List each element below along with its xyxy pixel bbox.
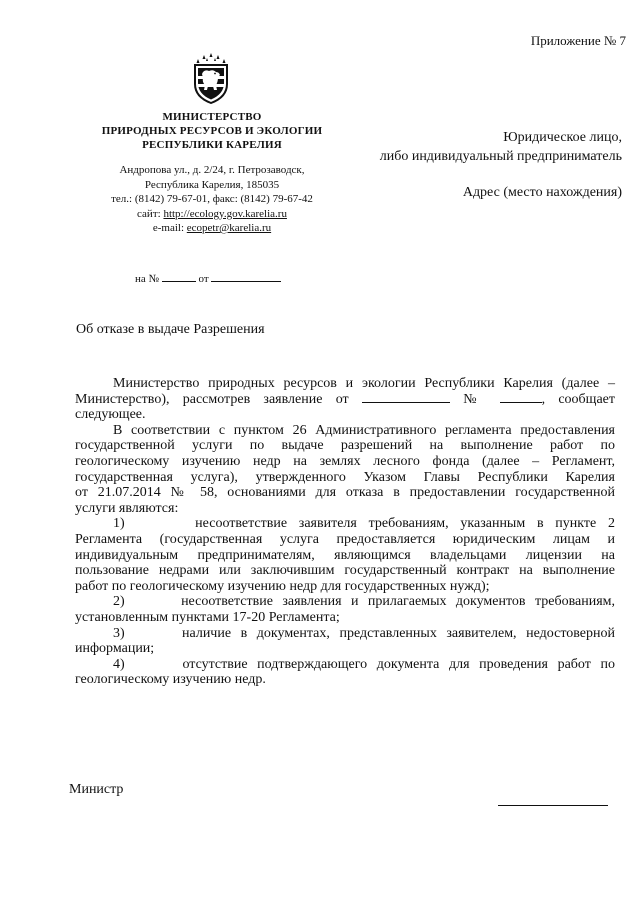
signature-line: [498, 805, 608, 806]
body-line: геологическому изучению недр на землях лесного фонда (далее – Регламент,: [75, 453, 615, 469]
phone-fax: тел.: (8142) 79-67-01, факс: (8142) 79-67-42: [111, 193, 313, 205]
statement-date-blank: [362, 392, 450, 403]
email-row: [82, 221, 342, 236]
statement-number-blank: [500, 392, 542, 403]
body-line: государственная услуга), утвержденного Указом Главы Республики Карелия: [75, 469, 615, 485]
list-item: 4) отсутствие подтверждающего документа для проведения работ по: [113, 656, 615, 672]
body-text: , сообщает: [541, 391, 616, 407]
reference-date-label: от: [198, 273, 209, 285]
reference-line: [135, 272, 281, 285]
ministry-line: МИНИСТЕРСТВО: [162, 111, 262, 123]
body-line: геологическому изучению недр.: [75, 672, 266, 688]
body-line: услуги являются:: [75, 500, 179, 516]
body-line: следующее.: [75, 407, 146, 423]
reference-date-blank: [211, 272, 281, 282]
letter-subject: Об отказе в выдаче Разрешения: [76, 322, 265, 337]
reference-number-label: на №: [135, 273, 160, 285]
letter-body: [75, 376, 615, 688]
body-line: пользование недрами или заключившим государственный контракт на выполнение: [75, 563, 615, 579]
addressee-address: Адрес (место нахождения): [462, 185, 622, 200]
email-link[interactable]: ecopetr@karelia.ru: [186, 222, 272, 234]
reference-number-blank: [162, 272, 196, 282]
ministry-name: [92, 110, 332, 152]
address-line: Республика Карелия, 185035: [144, 178, 280, 191]
body-line: государственной услуги по выдаче разрешений на выполнение работ по: [75, 438, 615, 454]
ministry-contacts: [82, 163, 342, 236]
addressee-line: либо индивидуальный предприниматель: [379, 149, 622, 164]
list-item: 1) несоответствие заявителя требованиям, указанным в пункте 2: [113, 516, 615, 532]
body-line: Регламента (государственная услуга предоставляется юридическим лицам и: [75, 531, 615, 547]
coat-of-arms-icon: [191, 52, 231, 104]
body-text: №: [463, 391, 487, 407]
list-item: 3) наличие в документах, представленных заявителем, недостоверной: [113, 625, 615, 641]
addressee-line: Юридическое лицо,: [503, 130, 622, 145]
body-line: [75, 392, 615, 408]
body-line: Министерство природных ресурсов и экологии Республики Карелия (далее –: [113, 376, 615, 391]
body-text: Министерство), рассмотрев заявление от: [75, 391, 349, 407]
website-label: сайт:: [137, 207, 164, 220]
body-line: от 21.07.2014 № 58, основаниями для отказа в предоставлении государственной: [75, 485, 615, 501]
body-line: работ по геологическому изучению недр для государственных нужд);: [75, 578, 490, 594]
addressee-block: [322, 128, 622, 202]
body-line: индивидуальным предпринимателям, являющимся владельцами лицензии на: [75, 547, 615, 563]
signatory-title: Министр: [69, 782, 124, 797]
address-line: Андропова ул., д. 2/24, г. Петрозаводск,: [119, 164, 305, 176]
website-row: [82, 207, 342, 222]
body-line: информации;: [75, 641, 155, 657]
body-line: установленным пунктами 17-20 Регламента;: [75, 609, 340, 625]
body-line: В соответствии с пунктом 26 Административного регламента предоставления: [113, 422, 615, 438]
list-item: 2) несоответствие заявления и прилагаемых документов требованиям,: [113, 594, 615, 610]
ministry-line: РЕСПУБЛИКИ КАРЕЛИЯ: [142, 139, 282, 151]
ministry-line: ПРИРОДНЫХ РЕСУРСОВ И ЭКОЛОГИИ: [101, 125, 323, 137]
appendix-number: Приложение № 7: [530, 33, 626, 48]
website-link[interactable]: http://ecology.gov.karelia.ru: [163, 207, 287, 220]
email-label: e-mail:: [152, 222, 187, 234]
